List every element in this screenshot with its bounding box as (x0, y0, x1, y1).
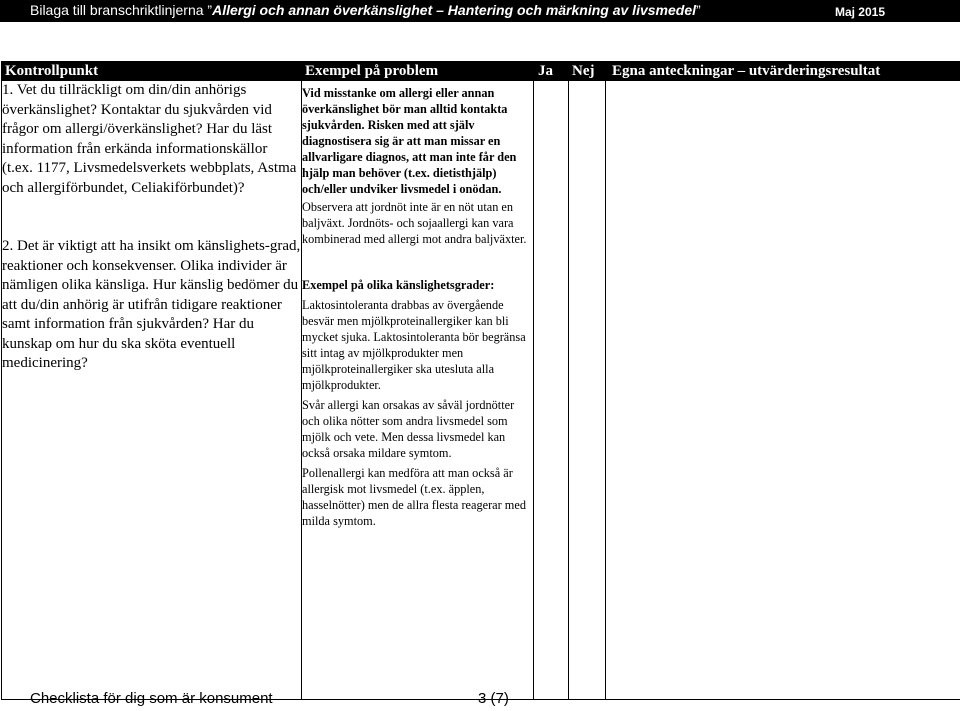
footer-title: Checklista för dig som är konsument (30, 690, 273, 707)
checklist-table (1, 61, 960, 700)
header-ja: Ja (534, 62, 569, 81)
question-1: 1. Vet du tillräckligt om din/din anhörigs överkänslighet? Kontaktar du sjukvården vid frågor om allergi/överkänslighet? Har du läst information från erkända informationskällor (t.ex. 1177, Livsmedelsverkets webbplats, Astma och allergiförbundet, Celiakiförbundet)? (2, 82, 297, 196)
example-paragraph-4: Svår allergi kan orsakas av såväl jordnötter och olika nötter som andra livsmedel som mjölk och vete. Men dessa livsmedel kan också orsaka mildare symtom. (302, 398, 515, 460)
nej-cell[interactable] (569, 81, 606, 700)
header-exempel: Exempel på problem (302, 62, 534, 81)
question-2: 2. Det är viktigt att ha insikt om känslighets-grad, reaktioner och konsekvenser. Olika individer är nämligen olika känsliga. Hur känslig bedömer du att du/din anhörig är utifrån tidigare reaktioner samt information från sjukvården? Har du kunskap om hur du ska sköta eventuell medicinering? (2, 238, 301, 371)
example-paragraph-5: Pollenallergi kan medföra att man också är allergisk mot livsmedel (t.ex. äpplen, hasselnötter) men de allra flesta reagerar med milda symtom. (302, 466, 526, 528)
footer-page-number: 3 (7) (478, 690, 509, 707)
header-anteckningar: Egna anteckningar – utvärderingsresultat (606, 62, 960, 81)
table-header-row (2, 62, 960, 81)
header-nej: Nej (569, 62, 606, 81)
document-header (0, 0, 960, 22)
header-date: Maj 2015 (834, 5, 885, 19)
header-kontrollpunkt: Kontrollpunkt (2, 62, 302, 81)
example-paragraph-1: Vid misstanke om allergi eller annan överkänslighet bör man alltid kontakta sjukvården. Risken med att själv diagnostisera sig är att man missar en allvarligare diagnos, att man inte får den hjälp man behöver (t.ex. dietisthjälp) och/eller undviker livsmedel i onödan. (302, 86, 517, 196)
header-title (30, 0, 701, 20)
header-title-bold: Allergi och annan överkänslighet – Hantering och märkning av livsmedel (212, 2, 696, 18)
example-section-title: Exempel på olika känslighetsgrader: (302, 278, 495, 292)
example-paragraph-2: Observera att jordnöt inte är en nöt utan en baljväxt. Jordnöts- och sojaallergi kan vara kombinerad med allergi mot andra baljväxter. (302, 200, 527, 246)
ja-cell[interactable] (534, 81, 569, 700)
table-row (2, 81, 960, 700)
anteckningar-cell[interactable] (606, 81, 960, 700)
header-title-suffix: ” (696, 2, 701, 18)
example-paragraph-3: Laktosintoleranta drabbas av övergående besvär men mjölkproteinallergiker kan bli mycket sjuka. Laktosintoleranta bör begränsa sitt intag av mjölkprodukter men mjölkproteinallergiker ska utesluta alla mjölkprodukter. (302, 298, 526, 392)
exempel-cell (302, 81, 534, 700)
kontrollpunkt-cell (2, 81, 302, 700)
header-title-prefix: Bilaga till branschriktlinjerna ” (30, 2, 213, 18)
